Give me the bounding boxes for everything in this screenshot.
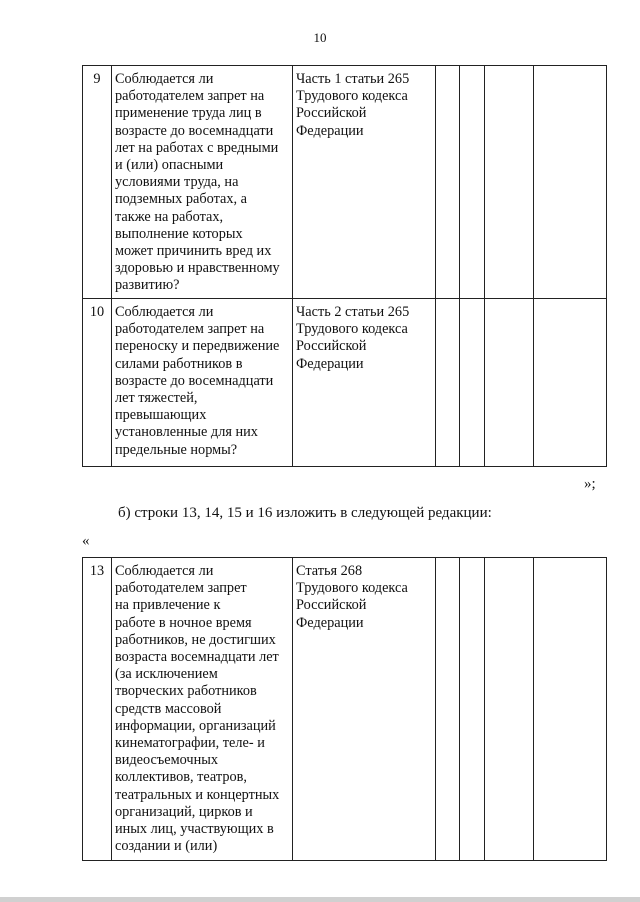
question-line: работодателем запрет на (115, 321, 265, 338)
answer-cell-yes (436, 558, 460, 861)
question-line: выполнение которых (115, 225, 243, 242)
opening-quote: « (82, 533, 90, 549)
table-row-9 (83, 66, 607, 299)
question-line: может причинить вред их (115, 243, 272, 260)
question-line: работников, не достигших (115, 631, 276, 648)
question-line: иных лиц, участвующих в (115, 821, 274, 838)
question-line: творческих работников (115, 683, 257, 700)
question-line: возрасте до восемнадцати (115, 372, 274, 389)
notes-cell (534, 299, 607, 467)
answer-cell-yes (436, 66, 460, 299)
closing-quote: »; (584, 476, 596, 492)
question-line: организаций, цирков и (115, 803, 253, 820)
question-line: Соблюдается ли (115, 563, 214, 579)
reference-line: Федерации (296, 122, 364, 139)
checklist-table-top (82, 65, 607, 467)
legal-reference-cell (293, 66, 436, 299)
answer-cell-no (460, 66, 485, 299)
question-cell (112, 299, 293, 467)
notes-cell (534, 558, 607, 861)
reference-line: Федерации (296, 355, 364, 372)
question-line: лет на работах с вредными (115, 139, 279, 156)
question-line: коллективов, театров, (115, 769, 247, 786)
question-line: работодателем запрет (115, 580, 247, 597)
question-line: создании и (или) (115, 838, 218, 855)
question-line: переноску и передвижение (115, 338, 280, 355)
row-number: 9 (83, 66, 112, 299)
question-line: (за исключением (115, 666, 218, 683)
page-bottom-edge (0, 897, 640, 902)
reference-line: Часть 2 статьи 265 (296, 304, 410, 320)
question-line: лет тяжестей, (115, 390, 198, 407)
question-line: кинематографии, теле- и (115, 735, 265, 752)
question-line: средств массовой (115, 700, 222, 717)
question-line: условиями труда, на (115, 174, 239, 191)
reference-line: Российской (296, 597, 367, 614)
reference-line: Трудового кодекса (296, 580, 408, 597)
reference-line: Федерации (296, 614, 364, 631)
question-line: также на работах, (115, 208, 224, 225)
legal-reference-cell (293, 558, 436, 861)
question-line: возраста восемнадцати лет (115, 649, 279, 666)
answer-cell-na (485, 66, 534, 299)
row-number: 10 (83, 299, 112, 467)
question-line: Соблюдается ли (115, 304, 214, 320)
row-number: 13 (83, 558, 112, 861)
question-line: развитию? (115, 277, 180, 294)
table-row-10 (83, 299, 607, 467)
question-line: силами работников в (115, 355, 243, 372)
question-line: театральных и концертных (115, 786, 280, 803)
notes-cell (534, 66, 607, 299)
question-line: подземных работах, а (115, 191, 247, 208)
page-number: 10 (313, 30, 327, 45)
question-line: видеосъемочных (115, 752, 219, 769)
answer-cell-na (485, 299, 534, 467)
question-cell (112, 558, 293, 861)
question-cell (112, 66, 293, 299)
question-line: на привлечение к (115, 597, 221, 614)
reference-line: Часть 1 статьи 265 (296, 71, 410, 87)
question-line: работе в ночное время (115, 614, 252, 631)
question-line: установленные для них (115, 424, 258, 441)
question-line: здоровью и нравственному (115, 260, 280, 277)
question-line: и (или) опасными (115, 157, 224, 174)
reference-line: Статья 268 (296, 563, 363, 579)
reference-line: Российской (296, 105, 367, 122)
answer-cell-no (460, 558, 485, 861)
question-line: информации, организаций (115, 717, 276, 734)
legal-reference-cell (293, 299, 436, 467)
question-line: предельные нормы? (115, 441, 238, 458)
answer-cell-yes (436, 299, 460, 467)
amendment-instruction: б) строки 13, 14, 15 и 16 изложить в следующей редакции: (118, 505, 492, 521)
reference-line: Трудового кодекса (296, 321, 408, 338)
reference-line: Российской (296, 338, 367, 355)
answer-cell-no (460, 299, 485, 467)
reference-line: Трудового кодекса (296, 88, 408, 105)
question-line: Соблюдается ли (115, 71, 214, 87)
table-row-13 (83, 558, 607, 861)
question-line: работодателем запрет на (115, 88, 265, 105)
answer-cell-na (485, 558, 534, 861)
question-line: превышающих (115, 407, 207, 424)
question-line: возрасте до восемнадцати (115, 122, 274, 139)
checklist-table-bottom (82, 557, 607, 861)
question-line: применение труда лиц в (115, 105, 262, 122)
